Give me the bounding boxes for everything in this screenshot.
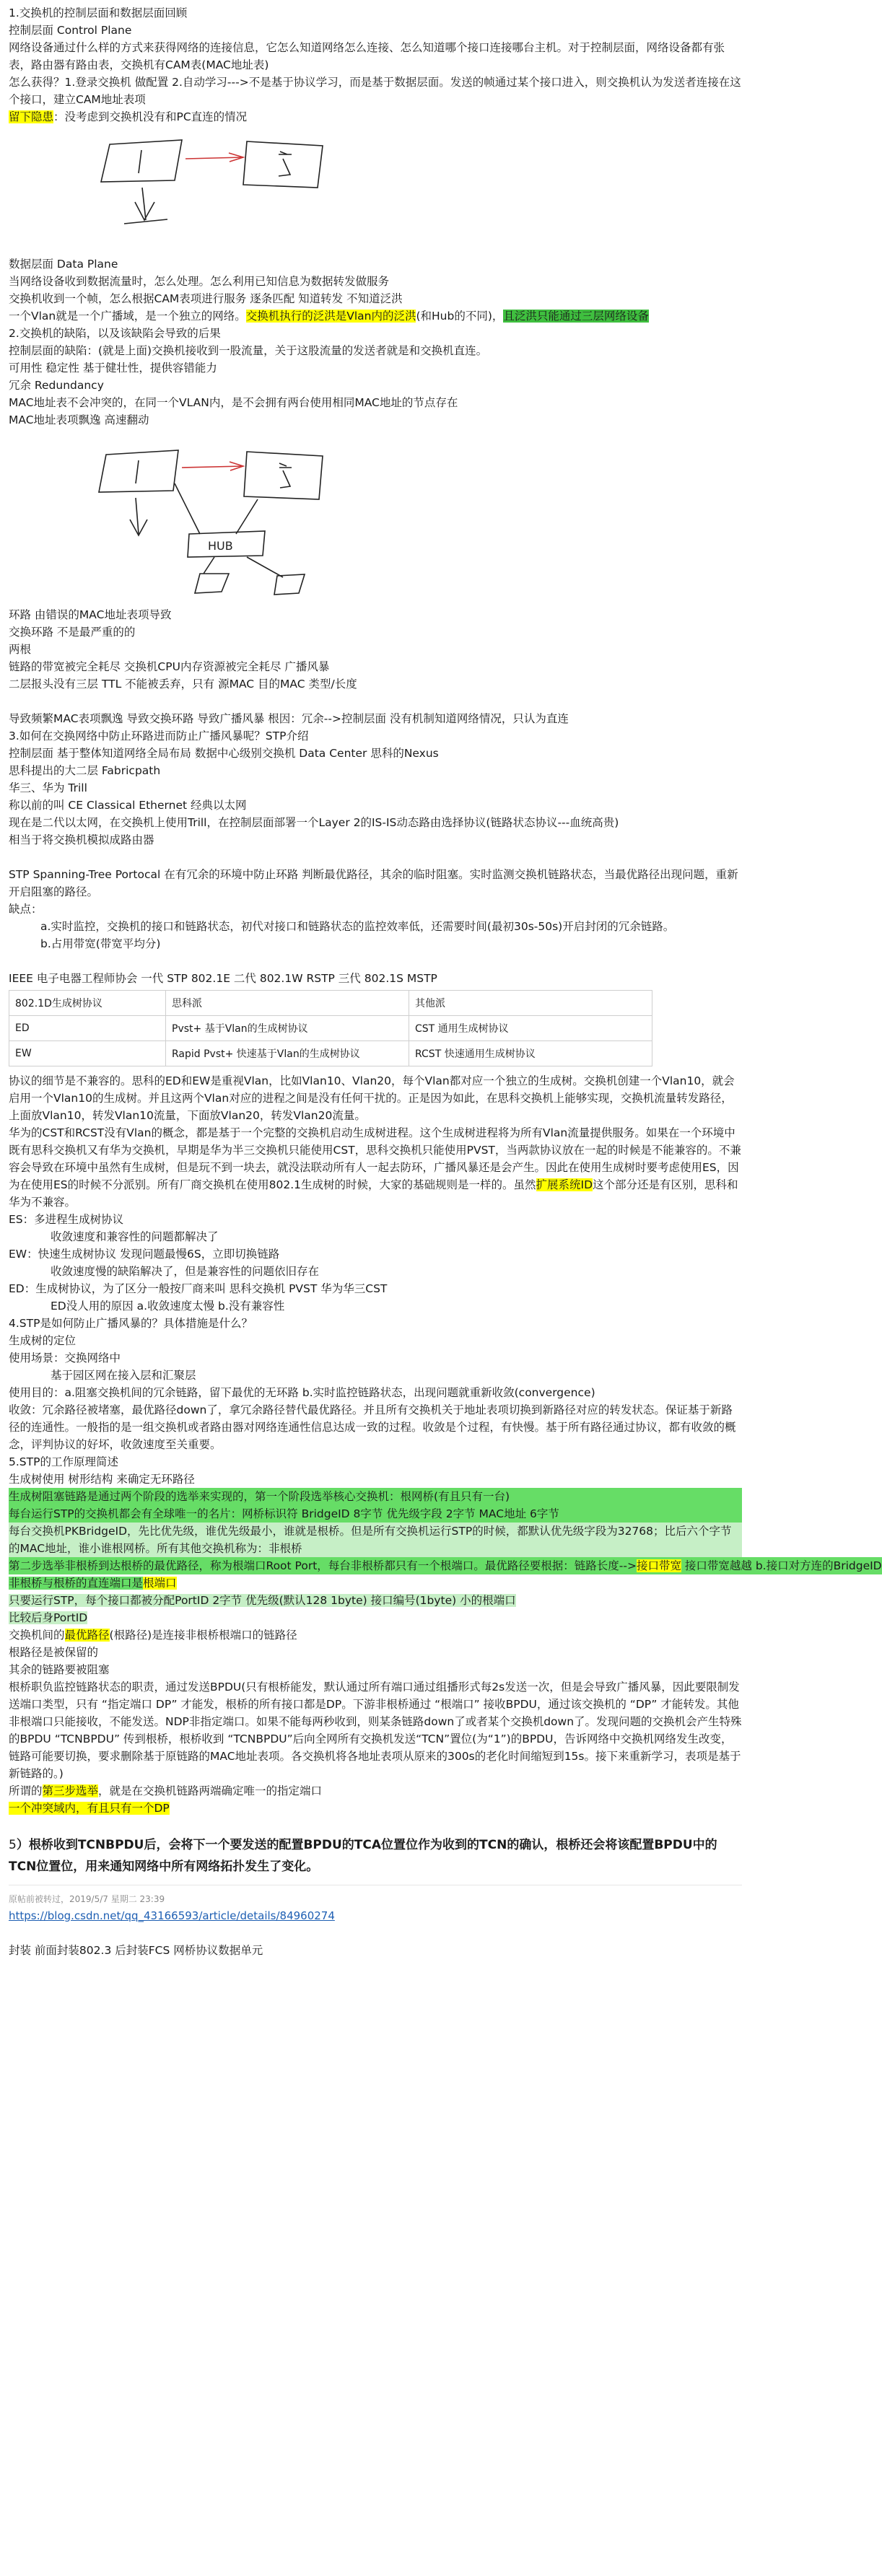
switch-1-shape bbox=[101, 140, 182, 182]
lines-a-1: 控制层面 Control Plane bbox=[9, 24, 132, 37]
lines-b-0: 数据层面 Data Plane bbox=[9, 258, 118, 271]
lines-c-5: MAC地址表项飘逸 高速翻动 bbox=[9, 413, 149, 426]
third-prefix: 所谓的 bbox=[9, 1784, 43, 1797]
lines-a-3: 怎么获得？1.登录交换机 做配置 2.自动学习--->不是基于协议学习，而是基于数据层面。发送的帧通过某个接口进入，则交换机认为发送者连接在这个接口，建立CAM地址表项 bbox=[9, 76, 741, 106]
lines-a-0: 1.交换机的控制层面和数据层面回顾 bbox=[9, 6, 188, 19]
lines-c-0: 2.交换机的缺陷，以及该缺陷会导致的后果 bbox=[9, 327, 221, 340]
conflict-line bbox=[9, 1800, 742, 1817]
lines-b-1: 当网络设备收到数据流量时，怎么处理。怎么利用已知信息为数据转发做服务 bbox=[9, 275, 390, 288]
step5-text: ）根桥收到TCNBPDU后，会将下一个要发送的配置BPDU的TCA位置位作为收到的TCN的确认，根桥还会将该配置BPDU中的TCN位置位，用来通知网络中所有网络拓扑发生了变化。 bbox=[9, 1838, 717, 1874]
stp-g-0: 生成树阻塞链路是通过两个阶段的选举来实现的，第一个阶段选举核心交换机：根网桥(有且只有一台) bbox=[9, 1488, 742, 1505]
lines-e-0: 导致频繁MAC表项飘逸 导致交换环路 导致广播风暴 根因：冗余-->控制层面 没有机制知道网络情况，只认为直连 bbox=[9, 712, 569, 725]
pre-elect-post: (根路径)是连接非根桥根端口的链路径 bbox=[109, 1629, 297, 1642]
table-cell: Rapid Pvst+ 快速基于Vlan的生成树协议 bbox=[166, 1041, 409, 1066]
lines-d-1: 交换环路 不是最严重的的 bbox=[9, 626, 136, 639]
lines-d-4: 二层报头没有三层 TTL 不能被丢弃，只有 源MAC 目的MAC 类型/长度 bbox=[9, 678, 357, 691]
lines-c-4: MAC地址表不会冲突的，在同一个VLAN内，是不会拥有两台使用相同MAC地址的节点存在 bbox=[9, 396, 458, 409]
lines-e-3: 思科提出的大二层 Fabricpath bbox=[9, 764, 161, 777]
table-row bbox=[9, 1016, 652, 1041]
h-lines-2: 根桥职负监控链路状态的职责，通过发送BPDU(只有根桥能发，默认通过所有端口通过组播形式每2s发送一次，但是会导致广播风暴，因此要限制发送端口类型，只有 “指定端口 DP” 才能发，根桥的所有接口都是DP。下游非根桥通过 “根端口” 接收BPDU，通过该交换机的 “DP” 才能转发。其他非根端口只能接收，不能发送。NDP非指定端口。如果不能每两秒收到，则某条链路down了或者某个交换机down了。发现问题的交换机会产生特殊的BPDU “TCNBPDU” 传到根桥，根桥收到 “TCNBPDU”后向全网所有交换机发送“TCN”置位(为“1”)的BPDU，告诉网络中交换机网络发生改变，链路可能要切换，要求删除基于原链路的MAC地址表项。各交换机将各地址表项从原来的300s的老化时间缩短到15s。接下来重新学习，表项是基于新链路的。) bbox=[9, 1681, 742, 1780]
highlight-ext-system-id: 扩展系统ID bbox=[536, 1178, 593, 1191]
table-cell: RCST 快速通用生成树协议 bbox=[409, 1041, 652, 1066]
table-cell: EW bbox=[9, 1041, 166, 1066]
lines-f-7: 生成树的定位 bbox=[9, 1334, 77, 1347]
lines-f-4: ED：生成树协议，为了区分一般按厂商来叫 思科交换机 PVST 华为华三CST bbox=[9, 1282, 388, 1295]
highlight-layer3-only: 且泛洪只能通过三层网络设备 bbox=[503, 310, 649, 323]
highlight-interface-bandwidth: 接口带宽 bbox=[636, 1559, 681, 1572]
step5-num: 5 bbox=[9, 1838, 17, 1852]
table-cell: 思科派 bbox=[166, 991, 409, 1016]
pre-elect-pre: 交换机间的 bbox=[9, 1629, 65, 1642]
lines-d-3: 链路的带宽被完全耗尽 交换机CPU内存资源被完全耗尽 广播风暴 bbox=[9, 660, 330, 673]
lines-e-7: 相当于将交换机模拟成路由器 bbox=[9, 833, 154, 846]
defect-b: b.占用带宽(带宽平均分) bbox=[40, 937, 161, 950]
root-port-pre: 非根桥与根桥的直连端口是 bbox=[9, 1577, 144, 1590]
lines-a-2: 网络设备通过什么样的方式来获得网络的连接信息，它怎么知道网络怎么连接、怎么知道哪个接口连接哪台主机。对于控制层面，网络设备都有张表，路由器有路由表，交换机有CAM表(MAC地址表) bbox=[9, 41, 725, 71]
hidden-danger-text: ：没考虑到交换机没有和PC直连的情况 bbox=[53, 110, 248, 123]
root-port-line bbox=[9, 1574, 742, 1592]
lines-d-0: 环路 由错误的MAC地址表项导致 bbox=[9, 608, 172, 621]
root-path-line bbox=[9, 1557, 882, 1574]
lines-f-8: 使用场景：交换网络中 bbox=[9, 1351, 121, 1364]
lines-e-6: 现在是二代以太网，在交换机上使用Trill，在控制层面部署一个Layer 2的IS-IS动态路由选择协议(链路状态协议---血统高贵) bbox=[9, 816, 619, 829]
stp-g-2: 每台交换机PKBridgeID，先比优先级，谁优先级最小，谁就是根桥。但是所有交换机运行STP的时候，都默认优先级字段为32768；比后六个字节的MAC地址，谁小谁根网桥。所有其他交换机称为：非根桥 bbox=[9, 1523, 742, 1557]
lines-e-1: 3.如何在交换网络中防止环路进而防止广播风暴呢？STP介绍 bbox=[9, 730, 309, 742]
lines-f-5: ED没人用的原因 a.收敛速度太慢 b.没有兼容性 bbox=[51, 1300, 285, 1313]
footer-line: 封装 前面封装802.3 后封装FCS 网桥协议数据单元 bbox=[9, 1944, 263, 1957]
table-cell: CST 通用生成树协议 bbox=[409, 1016, 652, 1041]
port-id-text: 只要运行STP，每个接口都被分配PortID 2字节 优先级(默认128 1byte) 接口编号(1byte) 小的根端口 bbox=[9, 1594, 516, 1607]
highlight-hidden-danger: 留下隐患 bbox=[9, 110, 54, 123]
switch-2-shape bbox=[243, 141, 323, 188]
lines-e-5: 称以前的叫 CE Classical Ethernet 经典以太网 bbox=[9, 799, 247, 812]
port-id-line bbox=[9, 1592, 742, 1609]
lines-f-12: 5.STP的工作原理简述 bbox=[9, 1455, 118, 1468]
defects-title: 缺点： bbox=[9, 903, 43, 916]
third-post: ，就是在交换机链路两端确定唯一的指定端口 bbox=[98, 1784, 323, 1797]
lines-f-10: 使用目的：a.阻塞交换机间的冗余链路，留下最优的无环路 b.实时监控链路状态，出现问题就重新收敛(convergence) bbox=[9, 1386, 595, 1399]
pre-elect-line bbox=[9, 1626, 742, 1644]
lines-f-3: 收敛速度慢的缺陷解决了，但是兼容性的问题依旧存在 bbox=[51, 1265, 320, 1278]
highlight-root-port: 根端口 bbox=[143, 1577, 177, 1590]
lines-f-6: 4.STP是如何防止广播风暴的？具体措施是什么？ bbox=[9, 1317, 253, 1330]
lines-f-13: 生成树使用 树形结构 来确定无环路径 bbox=[9, 1473, 195, 1486]
table-row bbox=[9, 991, 652, 1016]
conflict-text: 一个冲突域内，有且只有一个DP bbox=[9, 1802, 170, 1815]
lines-c-2: 可用性 稳定性 基于健壮性，提供容错能力 bbox=[9, 362, 217, 374]
highlight-best-path: 最优路径 bbox=[64, 1629, 110, 1642]
highlight-third-step: 第三步选举 bbox=[42, 1784, 99, 1797]
lines-f-1: 收敛速度和兼容性的问题都解决了 bbox=[51, 1230, 219, 1243]
stp-intro: STP Spanning-Tree Portocal 在有冗余的环境中防止环路 判断最优路径，其余的临时阻塞。实时监测交换机链路状态，当最优路径出现问题，重新开启阻塞的路径。 bbox=[9, 868, 738, 898]
lines-d-2: 两根 bbox=[9, 643, 32, 656]
highlight-vlan-flooding: 交换机执行的泛洪是Vlan内的泛洪 bbox=[245, 310, 416, 323]
lines-f-0: ES：多进程生成树协议 bbox=[9, 1213, 124, 1226]
reference-link[interactable]: https://blog.csdn.net/qq_43166593/article/details/84960274 bbox=[9, 1909, 335, 1922]
table-cell: 其他派 bbox=[409, 991, 652, 1016]
sketch-diagram-2 bbox=[66, 433, 370, 599]
table-cell: ED bbox=[9, 1016, 166, 1041]
broadcast-mid: (和Hub的不同)， bbox=[416, 310, 504, 323]
lines-e-4: 华三、华为 Trill bbox=[9, 781, 87, 794]
hub-label: HUB bbox=[208, 539, 233, 553]
document-page bbox=[9, 4, 882, 1959]
after-cost: 接口带宽越越 b.接口对方连的BridgeID bbox=[681, 1559, 882, 1572]
defect-a: a.实时监控，交换机的接口和链路状态，初代对接口和链路状态的监控效率低，还需要时间(最初30s-50s)开启封闭的冗余链路。 bbox=[40, 920, 675, 933]
h-lines-0: 根路径是被保留的 bbox=[9, 1646, 99, 1659]
lines-c-1: 控制层面的缺陷：(就是上面)交换机接收到一股流量，关于这股流量的发送者就是和交换机直连。 bbox=[9, 344, 488, 357]
hidden-danger-line bbox=[9, 108, 742, 126]
ieee-line: IEEE 电子电器工程师协会 一代 STP 802.1E 二代 802.1W RSTP 三代 802.1S MSTP bbox=[9, 972, 437, 985]
para-detail-2-tail: 这个部分还是有区别，思科和华为不兼容。 bbox=[9, 1178, 738, 1209]
sketch-diagram-1 bbox=[66, 130, 370, 231]
stp-g-1: 每台运行STP的交换机都会有全球唯一的名片：网桥标识符 BridgeID 8字节 优先级字段 2字节 MAC地址 6字节 bbox=[9, 1505, 742, 1523]
lines-f-11: 收敛：冗余路径被堵塞，最优路径down了，拿冗余路径替代最优路径。并且所有交换机关于地址表项切换到新路径对应的转发状态。保证基于新路径的连通性。一般指的是一组交换机或者路由器对网络连通性信息达成一致的过程。收敛是个过程，有快慢。基于所有路径通过协议，都有收敛的概念，评判协议的好坏，收敛速度至关重要。 bbox=[9, 1403, 736, 1451]
table-cell: 802.1D生成树协议 bbox=[9, 991, 166, 1016]
para-detail-2 bbox=[9, 1124, 742, 1211]
step5-line bbox=[9, 1834, 742, 1878]
stp-comparison-table bbox=[9, 990, 652, 1066]
h-lines-1: 其余的链路要被阻塞 bbox=[9, 1663, 110, 1676]
lines-e-2: 控制层面 基于整体知道网络全局布局 数据中心级别交换机 Data Center 思科的Nexus bbox=[9, 747, 439, 760]
broadcast-domain-line bbox=[9, 307, 742, 325]
lines-f-2: EW：快速生成树协议 发现问题最慢6S，立即切换链路 bbox=[9, 1248, 280, 1261]
compare-port-line bbox=[9, 1609, 742, 1626]
para-detail-2-text: 华为的CST和RCST没有Vlan的概念，都是基于一个完整的交换机启动生成树进程。这个生成树进程将为所有Vlan流量提供服务。如果在一个环境中既有思科交换机又有华为交换机，早期是华为半三交换机只能使用CST，思科交换机只能使用PVST，当两款协议放在一起的时候是不能兼容的。不兼容会导致在环境中虽然有生成树，但是玩不到一块去，就没法联动所有人一起去防环，广播风暴还是会产生。因此在使用生成树时要考虑使用ES，因为在使用ES的时候不分派别。所有厂商交换机在使用802.1生成树的时候，大家的基础规则是一样的。虽然 bbox=[9, 1126, 741, 1191]
author-meta: 原帖前被转过，2019/5/7 星期二 23:39 bbox=[9, 1894, 165, 1904]
broadcast-pre: 一个Vlan就是一个广播域，是一个独立的网络。 bbox=[9, 310, 246, 323]
lines-f-9: 基于园区网在接入层和汇聚层 bbox=[51, 1369, 196, 1382]
lines-c-3: 冗余 Redundancy bbox=[9, 379, 104, 392]
stp-g-3: 第二步选举非根桥到达根桥的最优路径，称为根端口Root Port，每台非根桥都只有一个根端口。最优路径要根据：链路长度--> bbox=[9, 1559, 637, 1572]
table-cell: Pvst+ 基于Vlan的生成树协议 bbox=[166, 1016, 409, 1041]
compare-port-text: 比较后身PortID bbox=[9, 1611, 88, 1624]
lines-b-2: 交换机收到一个帧，怎么根据CAM表项进行服务 逐条匹配 知道转发 不知道泛洪 bbox=[9, 292, 403, 305]
third-step-line bbox=[9, 1782, 742, 1800]
table-row bbox=[9, 1041, 652, 1066]
para-detail-1: 协议的细节是不兼容的。思科的ED和EW是重视Vlan，比如Vlan10、Vlan20，每个Vlan都对应一个独立的生成树。交换机创建一个Vlan10，就会启用一个Vlan10的生成树。并且这两个Vlan对应的进程之间是没有任何干扰的。正是因为如此，在思科交换机上能够实现，交换机流量转发路径，上面放Vlan10，转发Vlan10流量，下面放Vlan20，转发Vlan20流量。 bbox=[9, 1074, 735, 1122]
